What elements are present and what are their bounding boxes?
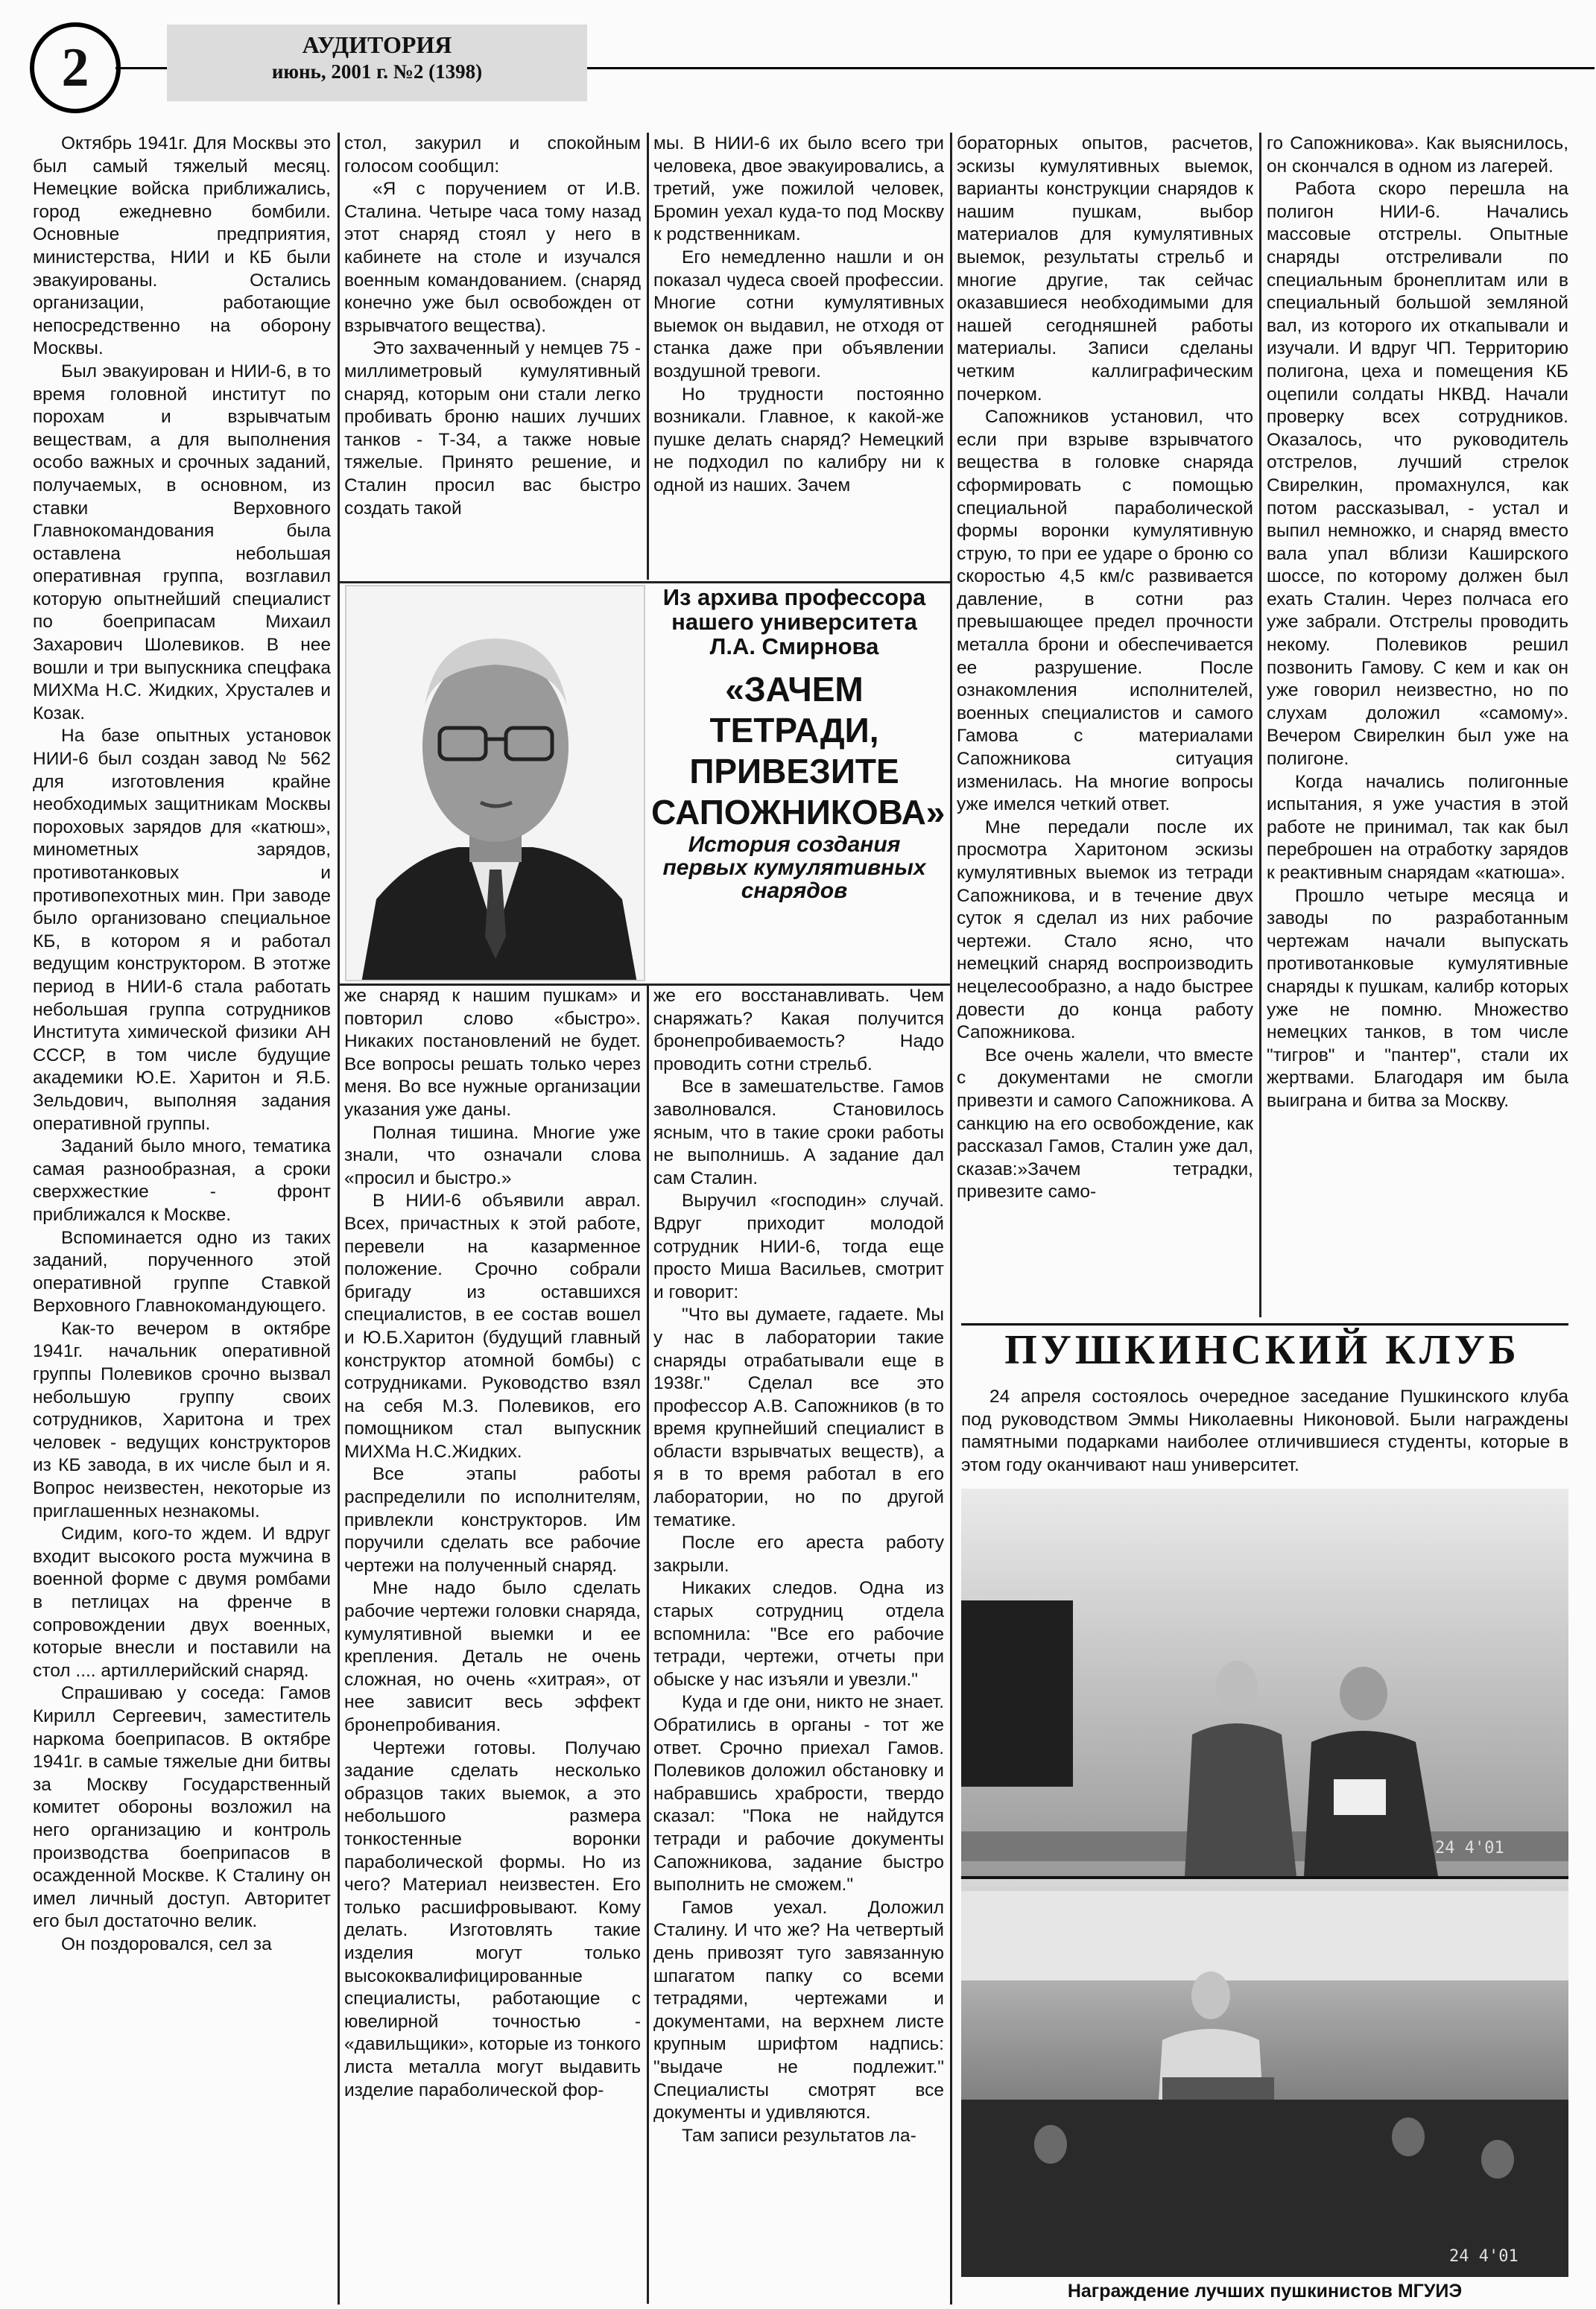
paragraph: Там записи результатов ла- [682, 2125, 916, 2146]
paragraph: Спрашиваю у соседа: Гамов Кирилл Сергеевич, заместитель наркома боеприпасов. В октябре 1941г. в самые тяжелые дни битвы за Москву Государственный комитет обороны возложил на него организацию и контроль производства боеприпасов в осажденной Москве. К Сталину он имел личный доступ. Авторитет его был достаточно велик. [33, 1683, 331, 1932]
paragraph: Был эвакуирован и НИИ-6, в то время головной институт по порохам и взрывчатым веществам, а для выполнения особо важных и срочных заданий, получаемых, в основном, из ставки Верховного Главнокомандования была оставлена небольшая оперативная группа, возглавил которую опытнейший специалист по боеприпасам Михаил Захарович Шолевиков. В нее вошли и три выпускника спецфака МИХМа Н.С. Жидких, Хрусталев и Козак. [33, 361, 331, 723]
paragraph: же его восстанавливать. Чем снаряжать? Какая получится бронепробиваемость? Надо проводить сотни стрельб. [653, 986, 944, 1074]
paragraph: В НИИ-6 объявили аврал. Всех, причастных к этой работе, перевели на казарменное положение. Срочно собрали бригаду из оставшихся специалистов, в ее состав вошел и Ю.Б.Харитон (будущий главный конструктор атомной бомбы) с сотрудниками. Руководство взял на себя М.З. Полевиков, его помощником стал выпускник МИХМа Н.С.Жидких. [344, 1191, 641, 1462]
club-photo-caption: Награждение лучших пушкинистов МГУИЭ [1067, 2281, 1463, 2302]
author-portrait-photo [345, 585, 645, 981]
paragraph: Все в замешательстве. Гамов заволновался. Становилось ясным, что в такие сроки работы не выполнишь. А задание дал сам Сталин. [653, 1077, 944, 1188]
paragraph: Сидим, кого-то ждем. И вдруг входит высокого роста мужчина в военной форме с двумя ромбами в петлицах на френче в сопровождении двух военных, которые внесли и поставили на стол .... артиллерийский снаряд. [33, 1524, 331, 1681]
paragraph: мы. В НИИ-6 их было всего три человека, двое эвакуировались, а третий, уже пожилой человек, Бромин уехал куда-то под Москву к родственникам. [653, 133, 944, 245]
paragraph: Это захваченный у немцев 75 - миллиметровый кумулятивный снаряд, которым они стали легко пробивать броню наших лучших танков - Т-34, а также новые тяжелые. Принято решение, и Сталин просил вас быстро создать такой [344, 338, 641, 519]
article-column-1 [33, 133, 331, 2305]
paragraph: Октябрь 1941г. Для Москвы это был самый тяжелый месяц. Немецкие войска приближались, город ежедневно бомбили. Основные предприятия, министерства, НИИ и КБ были эвакуированы. Остались организации, работающие непосредственно на оборону Москвы. [33, 133, 331, 359]
column-divider [950, 133, 952, 2305]
column-divider [1259, 133, 1261, 1317]
article-column-2-top [344, 133, 641, 578]
paragraph: Его немедленно нашли и он показал чудеса своей профессии. Многие сотни кумулятивных выемок он выдавил, не отходя от станка даже при объявлении воздушной тревоги. [653, 247, 944, 381]
club-section-title: ПУШКИНСКИЙ КЛУБ [1004, 1327, 1520, 1373]
paragraph: Как-то вечером в октябре 1941г. начальник оперативной группы Полевиков срочно вызвал небольшую группу своих сотрудников, Харитона и трех человек - ведущих конструкторов из КБ завода, в их числе был и я. Вопрос неизвестен, некоторые из приглашенных незнакомы. [33, 1318, 331, 1521]
paragraph: Гамов уехал. Доложил Сталину. И что же? На четвертый день привозят туго завязанную шпагатом папку со всеми тетрадями, чертежами и документами, на верхнем листе крупным шрифтом надпись: "выдаче не подлежит." Специалисты смотрят все документы и удивляются. [653, 1897, 944, 2123]
feature-subhead: История создания первых кумулятивных снарядов [662, 832, 926, 903]
paragraph: Выручил «господин» случай. Вдруг приходит молодой сотрудник НИИ-6, тогда еще просто Миша Васильев, смотрит и говорит: [653, 1191, 944, 1302]
paragraph: Он поздоровался, сел за [61, 1933, 272, 1954]
club-photo-illustration [961, 1489, 1568, 2277]
paragraph: Чертежи готовы. Получаю задание сделать несколько образцов таких выемок, а это небольшого размера тонкостенные воронки параболической формы. Но из чего? Материал неизвестен. Его только расшифровывают. Кому делать. Изготовлять такие изделия могут только высококвалифицированные специалисты, работающие с ювелирной точностью - «давильщики», которые из тонкого листа металла могут выдавить изделие параболической фор- [344, 1738, 641, 2100]
column-divider [647, 133, 649, 580]
paragraph: Заданий было много, тематика самая разнообразная, а сроки сверхжесткие - фронт приближался к Москве. [33, 1136, 331, 1225]
article-column-4 [957, 133, 1253, 1317]
paragraph: Мне надо было сделать рабочие чертежи головки снаряда, кумулятивной выемки и ее крепления. Деталь не очень сложная, но очень «хитрая», от нее зависит весь эффект бронепробивания. [344, 1578, 641, 1735]
paragraph: После его ареста работу закрыли. [653, 1533, 944, 1576]
page-number: 2 [30, 22, 121, 113]
paragraph: Все очень жалели, что вместе с документами не смогли привезти и самого Сапожникова. А санкцию на его освобождение, как рассказал Гамов, Сталин уже дал, сказав:»Зачем тетрадки, привезите само- [957, 1045, 1253, 1203]
club-section-text: 24 апреля состоялось очередное заседание Пушкинского клуба под руководством Эммы Николаевны Никоновой. Были награждены памятными подарками наиболее отличившиеся студенты, которые в этом году оканчивают наш университет. [961, 1387, 1568, 1475]
article-column-5 [1267, 133, 1568, 1317]
paragraph: го Сапожникова». Как выяснилось, он скончался в одном из лагерей. [1267, 133, 1568, 177]
paragraph: Но трудности постоянно возникали. Главное, к какой-же пушке делать снаряд? Немецкий не подходил по калибру ни к одной из наших. Зачем [653, 384, 944, 495]
paragraph: Вспоминается одно из таких заданий, порученного этой оперативной группе Ставкой Верховного Главнокомандующего. [33, 1227, 331, 1317]
paragraph: Прошло четыре месяца и заводы по разработанным чертежам начали выпускать противотанковые кумулятивные снаряды к пушкам, калибр которых уже не помню. Множество немецких танков, в том числе "тигров" и "пантер", стали их жертвами. Благодаря им была выиграна и битва за Москву. [1267, 885, 1568, 1111]
column-divider [647, 985, 649, 2304]
paragraph: Когда начались полигонные испытания, я уже участия в этой работе не принимал, так как был переброшен на отработку зарядов к реактивным снарядам «катюша». [1267, 771, 1568, 883]
newspaper-name: АУДИТОРИЯ [302, 31, 452, 58]
portrait-illustration [346, 586, 645, 981]
paragraph: «Я с поручением от И.В. Сталина. Четыре часа тому назад этот снаряд стоял у него в кабинете на столе и изучался военным командованием. (снаряд конечно уже был освобожден от взрывчатого вещества). [344, 179, 641, 336]
paragraph: Мне передали после их просмотра Харитоном эскизы кумулятивных выемок из тетради Сапожникова, и в течение двух суток я сделал из них рабочие чертежи. Стало ясно, что немецкий снаряд воспроизводить нецелесообразно, а надо быстрее довести до конца работу Сапожникова. [957, 817, 1253, 1043]
column-divider [338, 133, 340, 2305]
paragraph: "Что вы думаете, гадаете. Мы у нас в лаборатории такие снаряды отрабатывали еще в 1938г." Сделал все это профессор А.В. Сапожников (в то время крупнейший специалист в области взрывчатых веществ), а я в то время работал в его лаборатории, но по другой тематике. [653, 1305, 944, 1530]
paragraph: Полная тишина. Многие уже знали, что означали слова «просил и быстро.» [344, 1122, 641, 1188]
feature-headline-block [651, 584, 946, 976]
feature-kicker: Из архива профессора нашего университета Л.А. Смирнова [662, 584, 926, 659]
paragraph: Работа скоро перешла на полигон НИИ-6. Начались массовые отстрелы. Опытные снаряды отстреливали по специальным бронеплитам или в специальный большой земляной вал, из которого их откапывали и изучали. И вдруг ЧП. Территорию полигона, цеха и помещения КБ оцепили солдаты НКВД. Начали проверку всех сотрудников. Оказалось, что руководитель отстрелов, лучший стрелок Свирелкин, промахнулся, как потом рассказывал, - устал и выпил немножко, и снаряд вместо вала упал вблизи Каширского шоссе, по которому должен был ехать Сталин. Через полчаса его уже забрали. Отстрелы проводить некому. Полевиков решил позвонить Гамову. С кем и как он уже говорил неизвестно, но по слухам доложил «самому». Вечером Свирелкин был уже на полигоне. [1267, 179, 1568, 770]
paragraph: же снаряд к нашим пушкам» и повторил слово «быстро». Никаких постановлений не будет. Все вопросы решать только через меня. Во все нужные организации указания уже даны. [344, 986, 641, 1120]
club-section-rule [961, 1323, 1568, 1325]
masthead [167, 25, 587, 101]
paragraph: Никаких следов. Одна из старых сотрудниц отдела вспомнила: "Все его рабочие тетради, чертежи, отчеты при обыске у нас изъяли и увезли." [653, 1578, 944, 1690]
paragraph: Сапожников установил, что если при взрыве взрывчатого вещества в головке снаряда сформировать с помощью специальной параболической формы воронки кумулятивную струю, то при ее ударе о броню со скоростью 4,5 км/с развивается давление, в сотни раз превышающее предел прочности металла брони и обеспечивается ее разрушение. После ознакомления исполнителей, военных специалистов и самого Гамова с материалами Сапожникова ситуация изменилась. На многие вопросы уже имелся четкий ответ. [957, 407, 1253, 815]
paragraph: стол, закурил и спокойным голосом сообщил: [344, 133, 641, 177]
feature-headline: «ЗАЧЕМ ТЕТРАДИ, ПРИВЕЗИТЕ САПОЖНИКОВА» [651, 670, 946, 832]
article-column-2-bottom [344, 985, 641, 2305]
paragraph: бораторных опытов, расчетов, эскизы кумулятивных выемок, варианты конструкции снарядов к нашим пушкам, выбор материалов для кумулятивных выемок, результаты стрельб и многие другие, так сейчас оказавшиеся необходимыми для нашей сегодняшней работы материалы. Записи сделаны четким каллиграфическим почерком. [957, 133, 1253, 405]
paragraph: Куда и где они, никто не знает. Обратились в органы - тот же ответ. Срочно приехал Гамов. Полевиков доложил обстановку и набравшись храбрости, твердо сказал: "Пока не найдутся тетради и рабочие документы Сапожникова, задание быстро выполнить не сможем." [653, 1692, 944, 1895]
feature-box-top-rule [338, 581, 950, 583]
article-column-3-top [653, 133, 944, 578]
paragraph: Все этапы работы распределили по исполнителям, привлекли конструкторов. Им поручили сделать все рабочие чертежи на полученный снаряд. [344, 1464, 641, 1576]
photo-date-stamp: 24 4'01 [1435, 1839, 1504, 1857]
photo-date-stamp: 24 4'01 [1449, 2247, 1519, 2266]
club-photo [961, 1489, 1568, 2277]
article-column-3-bottom [653, 985, 944, 2305]
issue-date: июнь, 2001 г. №2 (1398) [271, 60, 483, 83]
paragraph: На базе опытных установок НИИ-6 был создан завод № 562 для изготовления крайне необходимых защитникам Москвы пороховых зарядов для «катюш», минометных зарядов, противотанковых и противопехотных мин. При заводе было организовано специальное КБ, в котором я и работал ведущим конструктором. В этотже период в НИИ-6 стала работать небольшая группа сотрудников Института химической физики АН СССР, в том числе будущие академики Ю.Е. Харитон и Я.Б. Зельдович, выполняя задания оперативной группы. [33, 726, 331, 1134]
